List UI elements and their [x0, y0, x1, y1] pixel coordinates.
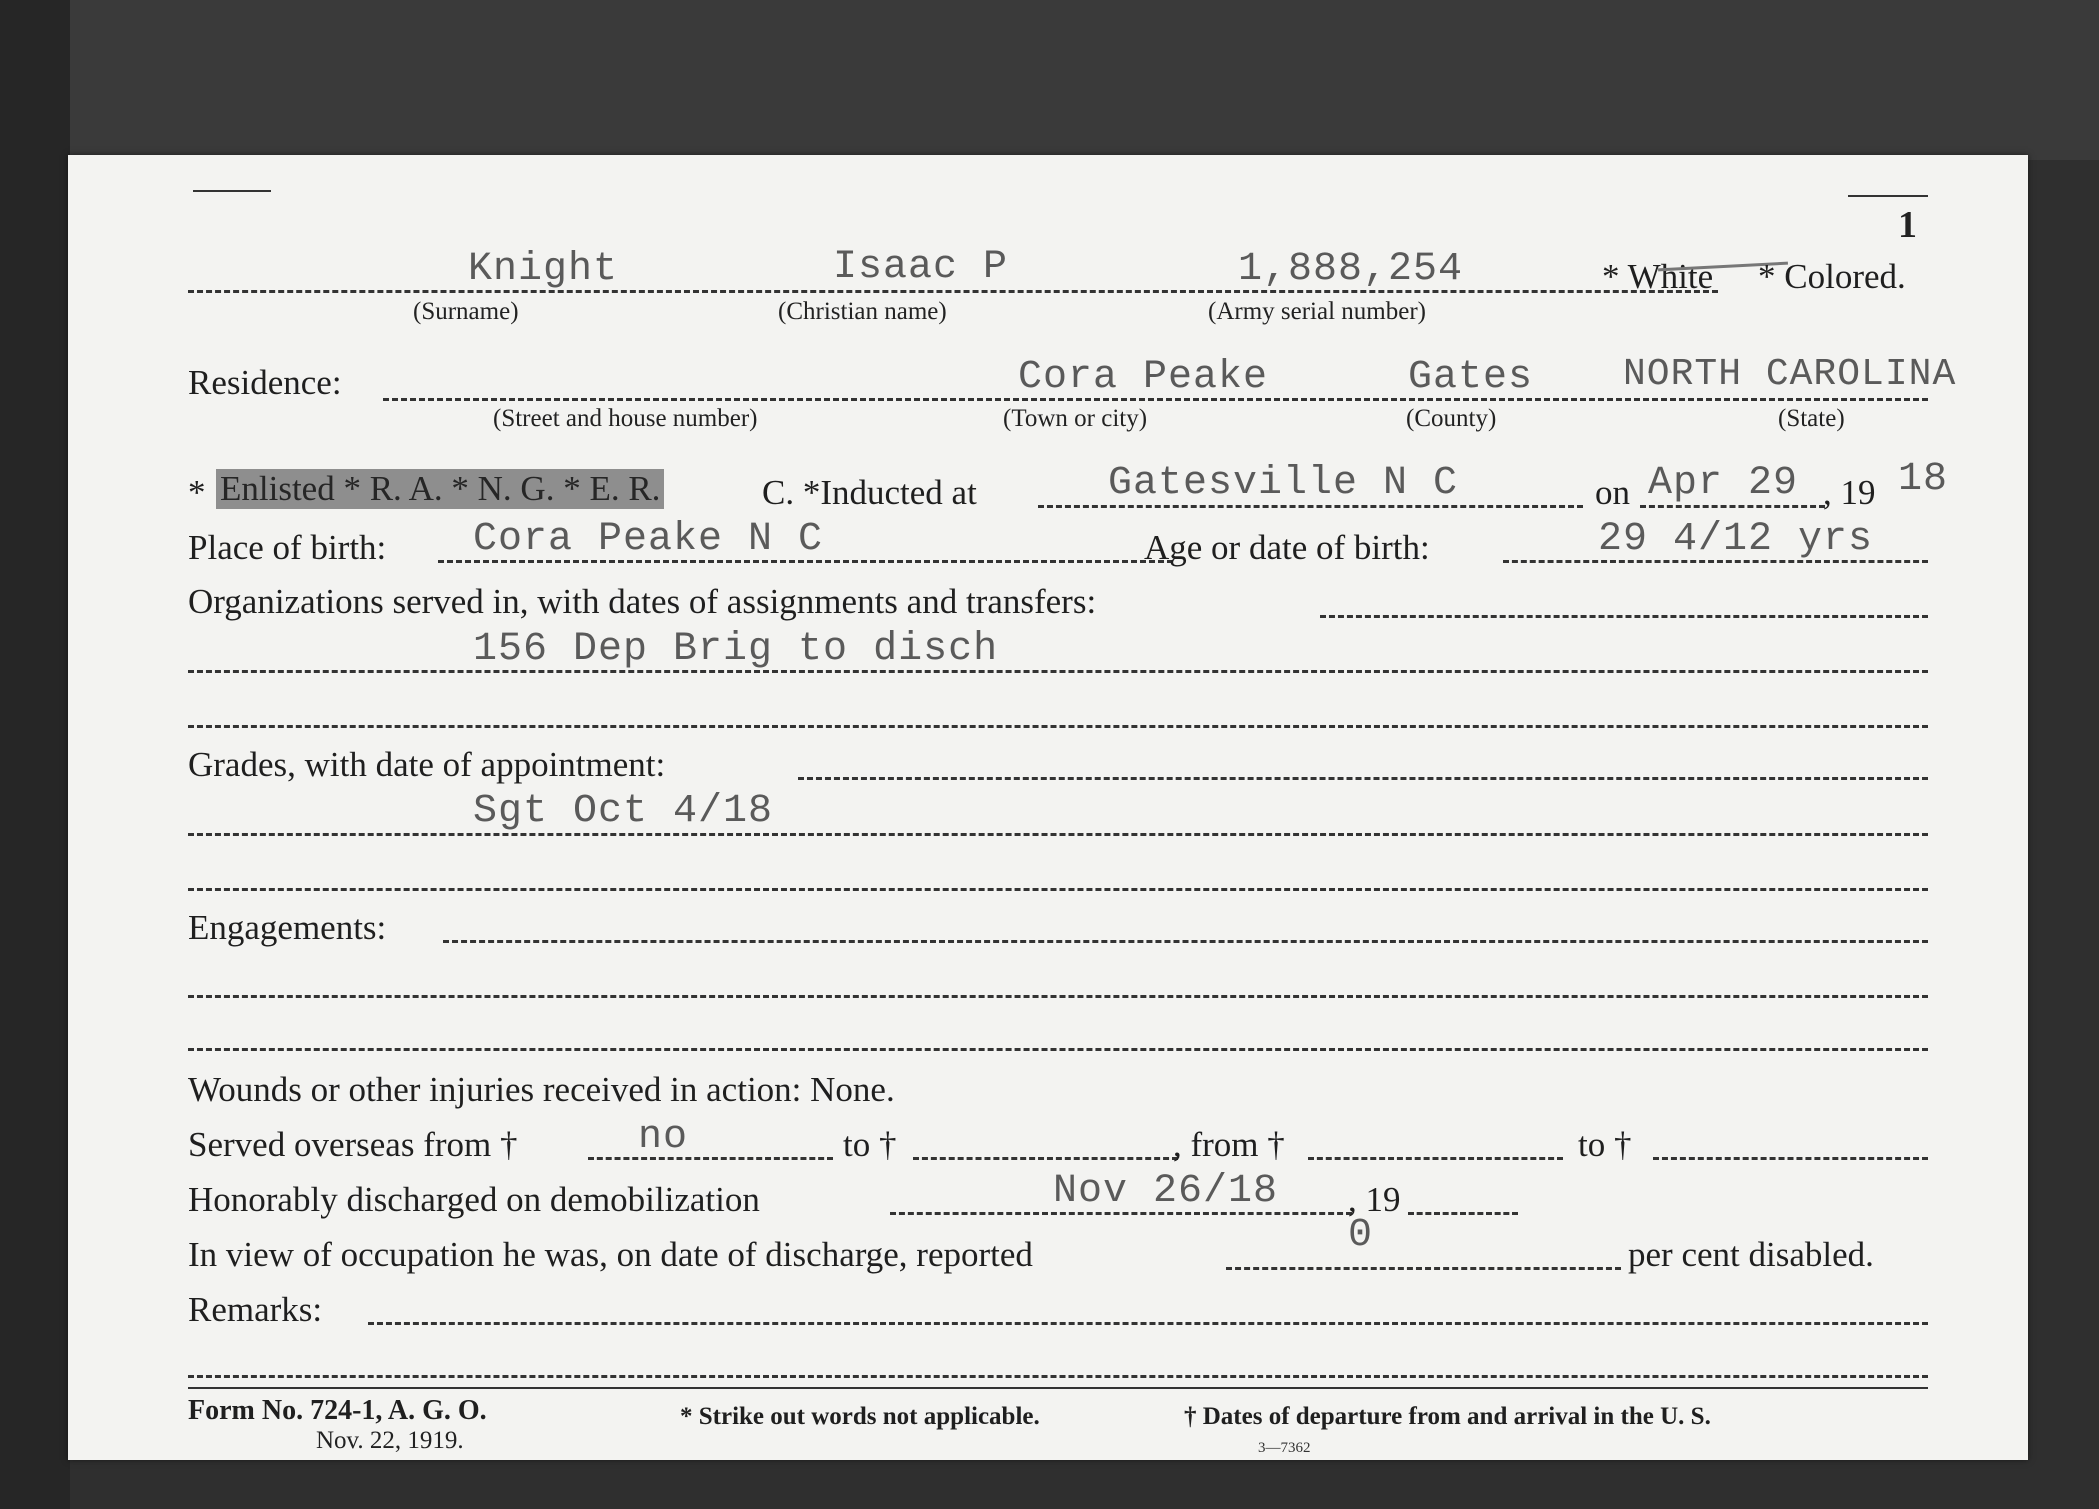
- organizations-line-3: [188, 725, 1928, 728]
- organizations-value: 156 Dep Brig to disch: [473, 627, 999, 672]
- engagements-line-3: [188, 1048, 1928, 1051]
- background-left: [0, 0, 70, 1509]
- age-value: 29 4/12 yrs: [1598, 517, 1874, 562]
- discharge-year-line: [1408, 1212, 1518, 1215]
- state-caption: (State): [1778, 405, 1845, 432]
- footer-rule: [188, 1387, 1928, 1389]
- grades-label: Grades, with date of appointment:: [188, 745, 666, 784]
- overseas-from2-label: , from †: [1173, 1125, 1285, 1164]
- inducted-date-value: Apr 29: [1648, 461, 1799, 506]
- overseas-from-line: [588, 1157, 833, 1160]
- inducted-label: C. *Inducted at: [762, 473, 977, 512]
- christian-name-caption: (Christian name): [778, 298, 947, 325]
- christian-name-value: Isaac P: [833, 245, 1009, 290]
- organizations-line-1: [1320, 615, 1928, 618]
- print-code: 3—7362: [1258, 1440, 1311, 1456]
- organizations-label: Organizations served in, with dates of assignments and transfers:: [188, 582, 1097, 621]
- engagements-label: Engagements:: [188, 908, 387, 947]
- inducted-year-value: 18: [1898, 457, 1949, 502]
- overseas-to2-line: [1653, 1157, 1928, 1160]
- serial-caption: (Army serial number): [1208, 298, 1426, 325]
- grades-line-1: [798, 777, 1928, 780]
- form-number: Form No. 724-1, A. G. O.: [188, 1395, 487, 1426]
- form-date: Nov. 22, 1919.: [316, 1427, 464, 1454]
- engagements-line-2: [188, 995, 1928, 998]
- engagements-line-1: [443, 940, 1928, 943]
- strike-out-note: * Strike out words not applicable.: [680, 1403, 1040, 1430]
- discharge-label: Honorably discharged on demobilization: [188, 1180, 760, 1219]
- disability-suffix: per cent disabled.: [1628, 1235, 1874, 1274]
- surname-caption: (Surname): [413, 298, 519, 325]
- residence-county-value: Gates: [1408, 355, 1534, 400]
- town-caption: (Town or city): [1003, 405, 1148, 432]
- remarks-line-2: [188, 1375, 1928, 1378]
- disability-line: [1226, 1267, 1621, 1270]
- white-option: * White: [1602, 257, 1714, 296]
- disability-label: In view of occupation he was, on date of discharge, reported: [188, 1235, 1033, 1274]
- on-label: on: [1595, 473, 1630, 512]
- background-top: [0, 0, 2099, 160]
- residence-town-value: Cora Peake: [1018, 355, 1269, 400]
- grades-line-3: [188, 888, 1928, 891]
- grades-value: Sgt Oct 4/18: [473, 789, 774, 834]
- surname-value: Knight: [468, 247, 619, 292]
- residence-state-value: NORTH CAROLINA: [1623, 353, 1957, 396]
- remarks-label: Remarks:: [188, 1290, 323, 1329]
- place-of-birth-value: Cora Peake N C: [473, 517, 824, 562]
- card-number: 1: [1898, 204, 1917, 246]
- colored-option: * Colored.: [1758, 257, 1906, 296]
- corner-mark-right: [1848, 195, 1928, 197]
- year-prefix: , 19: [1823, 473, 1876, 512]
- grades-line-2: [188, 833, 1928, 836]
- place-of-birth-label: Place of birth:: [188, 528, 387, 567]
- corner-mark: [193, 190, 271, 192]
- inducted-place-value: Gatesville N C: [1108, 461, 1459, 506]
- service-star: *: [188, 473, 206, 512]
- overseas-from2-line: [1308, 1157, 1563, 1160]
- overseas-label: Served overseas from †: [188, 1125, 518, 1164]
- enlisted-struck-out: Enlisted * R. A. * N. G. * E. R.: [216, 469, 664, 509]
- organizations-line-2: [188, 670, 1928, 673]
- discharge-value: Nov 26/18: [1053, 1169, 1279, 1214]
- name-line: [188, 290, 1718, 293]
- street-caption: (Street and house number): [493, 405, 758, 432]
- disability-value: 0: [1348, 1213, 1374, 1258]
- service-record-card: [68, 155, 2028, 1460]
- age-label: Age or date of birth:: [1144, 528, 1430, 567]
- remarks-line-1: [368, 1322, 1928, 1325]
- serial-number-value: 1,888,254: [1238, 247, 1464, 292]
- overseas-to-line: [913, 1157, 1178, 1160]
- county-caption: (County): [1406, 405, 1497, 432]
- overseas-from-value: no: [638, 1115, 689, 1160]
- residence-label: Residence:: [188, 363, 342, 402]
- discharge-year-label: , 19: [1348, 1180, 1401, 1219]
- overseas-to-label: to †: [843, 1125, 897, 1164]
- wounds-text: Wounds or other injuries received in action: None.: [188, 1070, 895, 1109]
- dates-note: † Dates of departure from and arrival in the U. S.: [1184, 1403, 1711, 1430]
- overseas-to2-label: to †: [1578, 1125, 1632, 1164]
